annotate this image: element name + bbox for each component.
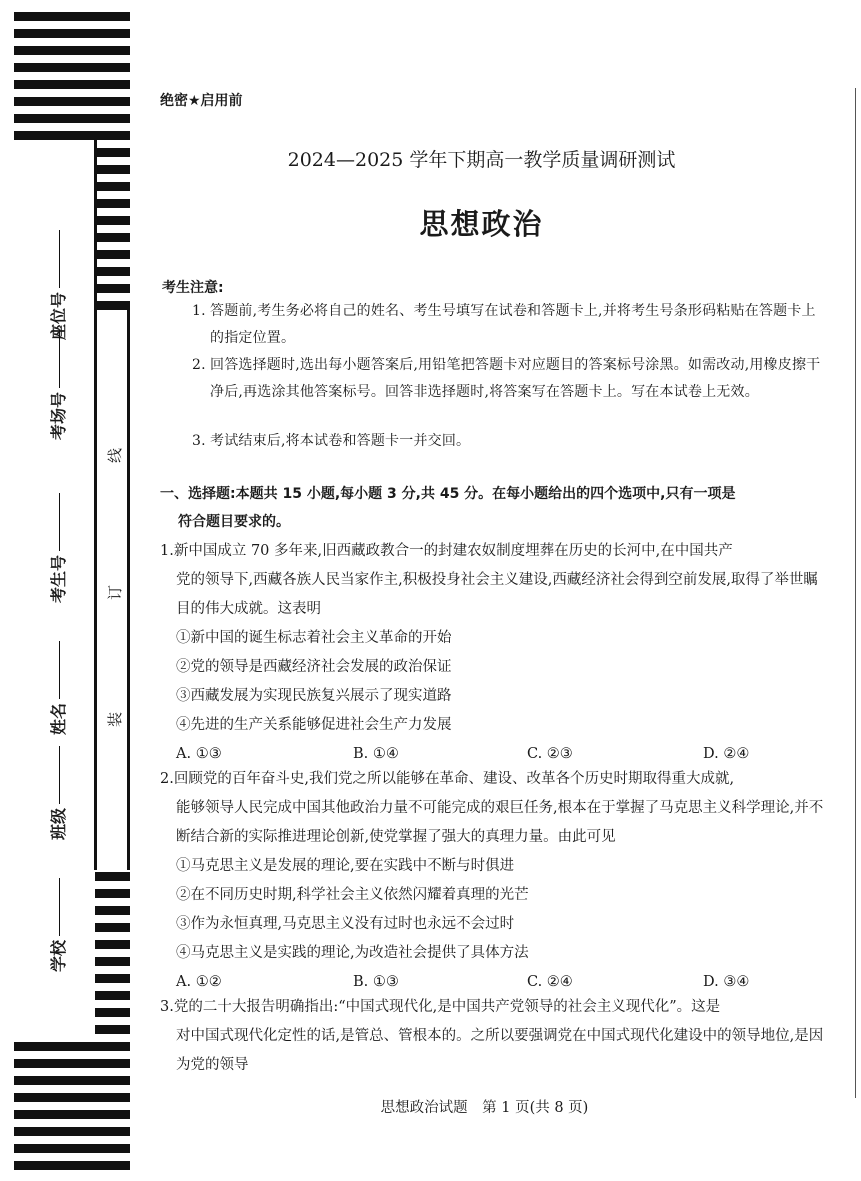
question-number: 1. xyxy=(160,543,174,559)
question-stem-first-line: 党的二十大报告明确指出:“中国式现代化,是中国共产党领导的社会主义现代化”。这是 xyxy=(173,999,721,1015)
question-stem-rest: 党的领导下,西藏各族人民当家作主,积极投身社会主义建设,西藏经济社会得到空前发展,取得了举世瞩目的伟大成就。这表明 xyxy=(176,572,818,617)
question-stem-first-line: 回顾党的百年奋斗史,我们党之所以能够在革命、建设、改革各个历史时期取得重大成就, xyxy=(173,771,735,787)
binding-bar xyxy=(95,1008,130,1017)
notice-item xyxy=(192,352,828,406)
binding-bar xyxy=(95,250,130,259)
name-label: 姓名 xyxy=(49,702,68,735)
choice-d[interactable]: D. ③④ xyxy=(703,974,750,990)
binding-bar xyxy=(14,1059,130,1068)
notice-item xyxy=(192,428,828,455)
binding-bar xyxy=(14,80,130,89)
question-stem-rest: 对中国式现代化定性的话,是管总、管根本的。之所以要强调党在中国式现代化建设中的领导地位,是因为党的领导 xyxy=(176,1028,824,1073)
student-number-field[interactable] xyxy=(46,493,69,603)
question-stem xyxy=(160,765,828,852)
binding-bar xyxy=(14,12,130,21)
binding-bar xyxy=(95,1025,130,1034)
statement-option: ①新中国的诞生标志着社会主义革命的开始 xyxy=(176,630,452,646)
exam-title: 2024—2025 学年下期高一教学质量调研测试 xyxy=(287,149,676,171)
exam-room-label: 考场号 xyxy=(49,391,68,440)
binding-bar xyxy=(14,63,130,72)
question-1 xyxy=(160,537,828,769)
choice-c[interactable]: C. ②③ xyxy=(527,746,573,762)
class-label: 班级 xyxy=(49,807,68,840)
binding-bar xyxy=(95,923,130,932)
class-field[interactable] xyxy=(46,746,69,840)
question-stem-rest: 能够领导人民完成中国其他政治力量不可能完成的艰巨任务,根本在于掌握了马克思主义科学理论,并不断结合新的实际推进理论创新,使党掌握了强大的真理力量。由此可见 xyxy=(176,800,824,845)
statement-option: ③作为永恒真理,马克思主义没有过时也永远不会过时 xyxy=(176,916,515,932)
school-field[interactable] xyxy=(46,878,69,972)
notice-item-text: 答题前,考生务必将自己的姓名、考生号填写在试卷和答题卡上,并将考生号条形码粘贴在答题卡上的指定位置。 xyxy=(210,303,816,346)
statement-option: ③西藏发展为实现民族复兴展示了现实道路 xyxy=(176,688,452,704)
binding-bar xyxy=(95,267,130,276)
choice-c[interactable]: C. ②④ xyxy=(527,974,573,990)
question-stem xyxy=(160,993,828,1080)
question-2 xyxy=(160,765,828,997)
question-number: 3. xyxy=(160,999,174,1015)
name-field[interactable] xyxy=(46,641,69,735)
bind-word-bind: 装 xyxy=(106,711,124,727)
notice-item xyxy=(192,298,828,352)
binding-bar xyxy=(14,46,130,55)
statement-option: ①马克思主义是发展的理论,要在实践中不断与时俱进 xyxy=(176,858,515,874)
binding-bar xyxy=(14,1076,130,1085)
binding-bar xyxy=(14,1042,130,1051)
binding-bar xyxy=(14,97,130,106)
question-stem xyxy=(160,537,828,624)
binding-bar xyxy=(95,974,130,983)
binding-line xyxy=(127,310,130,870)
notice-item-text: 回答选择题时,选出每小题答案后,用铅笔把答题卡对应题目的答案标号涂黑。如需改动,用橡皮擦干净后,再选涂其他答案标号。回答非选择题时,将答案写在答题卡上。写在本试卷上无效。 xyxy=(210,357,821,400)
subject-title: 思想政治 xyxy=(419,207,544,241)
choice-b[interactable]: B. ①③ xyxy=(353,974,399,990)
binding-line xyxy=(94,140,97,870)
question-3 xyxy=(160,993,828,1080)
question-stem-first-line: 新中国成立 70 多年来,旧西藏政教合一的封建农奴制度埋葬在历史的长河中,在中国共产 xyxy=(173,543,733,559)
section-heading-line2: 符合题目要求的。 xyxy=(178,514,290,530)
binding-bar xyxy=(14,131,130,140)
page-footer: 思想政治试题 第 1 页(共 8 页) xyxy=(380,1100,589,1116)
choice-a[interactable]: A. ①③ xyxy=(176,746,222,762)
statement-option: ④先进的生产关系能够促进社会生产力发展 xyxy=(176,717,452,733)
section-heading xyxy=(160,480,828,536)
statement-option: ②在不同历史时期,科学社会主义依然闪耀着真理的光芒 xyxy=(176,887,529,903)
question-number: 2. xyxy=(160,771,174,787)
binding-bar xyxy=(95,872,130,881)
statement-option: ②党的领导是西藏经济社会发展的政治保证 xyxy=(176,659,452,675)
confidential-mark: 绝密★启用前 xyxy=(160,93,243,109)
binding-bar xyxy=(95,889,130,898)
notice-item-text: 考试结束后,将本试卷和答题卡一并交回。 xyxy=(210,433,471,449)
notice-item-number: 3. xyxy=(192,433,206,449)
notice-item-number: 1. xyxy=(192,303,206,319)
binding-bar xyxy=(14,1127,130,1136)
binding-bar xyxy=(95,940,130,949)
student-number-label: 考生号 xyxy=(49,554,68,603)
binding-bar xyxy=(95,991,130,1000)
binding-bar xyxy=(14,1161,130,1170)
binding-bar xyxy=(95,182,130,191)
bind-word-order: 订 xyxy=(106,584,124,600)
binding-bar xyxy=(95,957,130,966)
choice-a[interactable]: A. ①② xyxy=(176,974,222,990)
binding-bar xyxy=(14,29,130,38)
seat-number-label: 座位号 xyxy=(49,291,68,340)
section-heading-line1: 一、选择题:本题共 15 小题,每小题 3 分,共 45 分。在每小题给出的四个选项中,只有一项是 xyxy=(160,486,736,502)
notice-item-number: 2. xyxy=(192,357,206,373)
notice-heading: 考生注意: xyxy=(162,280,224,296)
binding-bar xyxy=(14,114,130,123)
binding-bar xyxy=(95,906,130,915)
statement-option: ④马克思主义是实践的理论,为改造社会提供了具体方法 xyxy=(176,945,529,961)
bind-word-line: 线 xyxy=(106,447,124,463)
school-label: 学校 xyxy=(49,939,68,972)
choice-b[interactable]: B. ①④ xyxy=(353,746,399,762)
seat-number-field[interactable] xyxy=(46,230,69,340)
binding-bar xyxy=(14,1144,130,1153)
choice-d[interactable]: D. ②④ xyxy=(703,746,750,762)
exam-room-field[interactable] xyxy=(46,330,69,440)
binding-bar xyxy=(95,301,130,310)
binding-bar xyxy=(95,284,130,293)
